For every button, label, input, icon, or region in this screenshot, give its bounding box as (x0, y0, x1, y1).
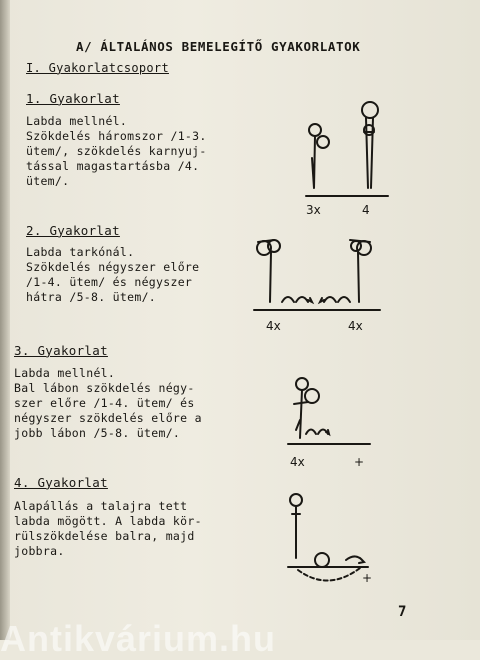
exercise-1-line: ütem/, szökdelés karnyuj- (26, 144, 207, 158)
exercise-1-line: ütem/. (26, 174, 70, 188)
figure-label: 3x (306, 203, 321, 217)
figure-label: 4 (362, 203, 370, 217)
figure-body (292, 506, 300, 558)
figure-head (296, 378, 308, 390)
exercise-1-figure (296, 96, 396, 224)
exercise-4-heading: 4. Gyakorlat (14, 475, 108, 490)
exercise-3-heading: 3. Gyakorlat (14, 343, 108, 358)
exercise-4-line: labda mögött. A labda kör- (14, 514, 202, 528)
exercise-2-line: Labda tarkónál. (26, 245, 135, 259)
exercise-1-heading: 1. Gyakorlat (26, 91, 120, 106)
circle-path (298, 568, 360, 581)
exercise-3-line: Labda mellnél. (14, 366, 116, 380)
page-number: 7 (398, 604, 407, 620)
exercise-4-figure (284, 488, 384, 588)
figure-body (312, 136, 315, 188)
ball-icon (305, 389, 319, 403)
figure-body (364, 118, 374, 188)
figure-label: 4x (348, 319, 363, 333)
group-title: I. Gyakorlatcsoport (26, 61, 169, 75)
exercise-2-line: /1-4. ütem/ és négyszer (26, 275, 193, 289)
figure-head (351, 241, 361, 251)
exercise-3-line: Bal lábon szökdelés négy- (14, 381, 195, 395)
exercise-2-line: Szökdelés négyszer előre (26, 260, 200, 274)
hop-arrows (306, 430, 329, 435)
exercise-3-figure (284, 370, 380, 474)
exercise-2-line: hátra /5-8. ütem/. (26, 290, 157, 304)
figure-label: + (362, 571, 373, 585)
exercise-1-line: tással magastartásba /4. (26, 159, 200, 173)
exercise-2-heading: 2. Gyakorlat (26, 223, 120, 238)
exercise-1-line: Szökdelés háromszor /1-3. (26, 129, 207, 143)
exercise-1-line: Labda mellnél. (26, 114, 128, 128)
figure-head (290, 494, 302, 506)
exercise-4-line: jobbra. (14, 544, 65, 558)
section-title: A/ ÁLTALÁNOS BEMELEGÍTŐ GYAKORLATOK (76, 39, 361, 54)
exercise-2-figure (250, 232, 382, 342)
exercise-3-line: négyszer szökdelés előre a (14, 411, 202, 425)
hop-arrows (282, 297, 312, 302)
direction-arrow (346, 556, 364, 563)
figure-label: 4x (290, 455, 305, 469)
ball-icon (315, 553, 329, 567)
exercise-4-line: Alapállás a talajra tett (14, 499, 188, 513)
watermark: Antikvárium.hu (0, 618, 277, 659)
exercise-3-line: szer előre /1-4. ütem/ és (14, 396, 195, 410)
exercise-4-line: rülszökdelése balra, majd (14, 529, 195, 543)
figure-label: + (354, 455, 365, 469)
exercise-3-line: jobb lábon /5-8. ütem/. (14, 426, 181, 440)
ball-icon (317, 136, 329, 148)
figure-label: 4x (266, 319, 281, 333)
ball-icon (362, 102, 378, 118)
hop-arrows (320, 297, 350, 302)
page-spine-shadow (0, 0, 10, 640)
figure-head (309, 124, 321, 136)
